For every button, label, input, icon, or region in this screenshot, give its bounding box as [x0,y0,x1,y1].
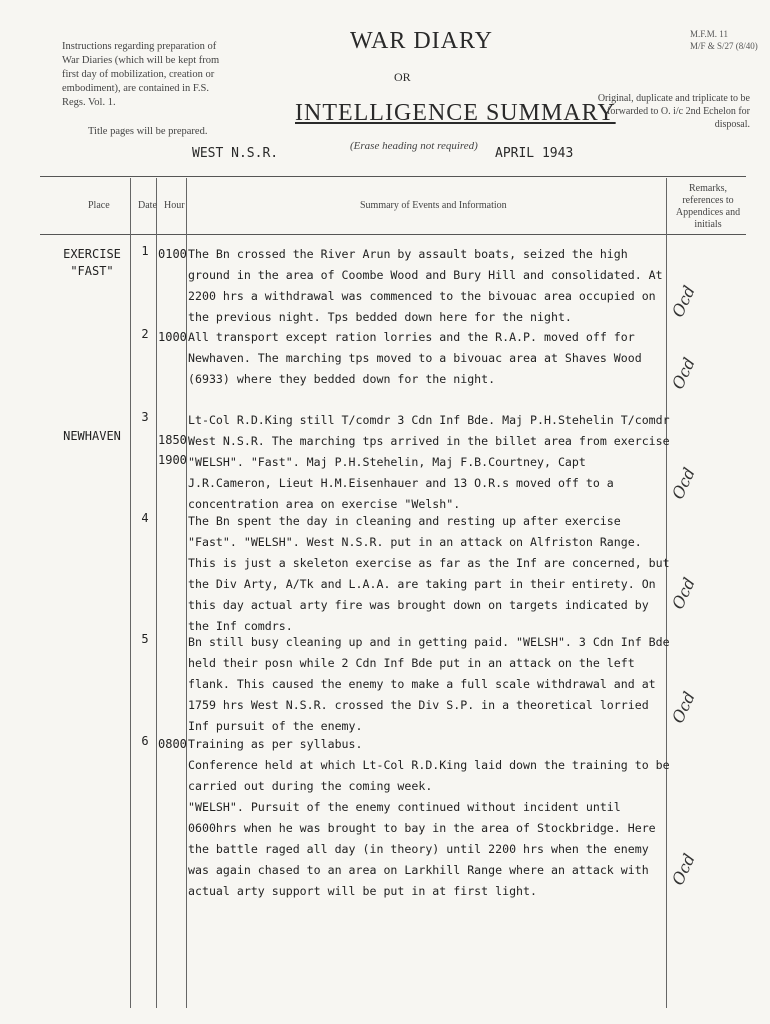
entry-place: EXERCISE "FAST" [63,247,121,278]
entry-date: 6 [141,734,149,748]
or-label: OR [394,70,411,84]
unit-name: WEST N.S.R. [192,146,279,161]
column-header-hour: Hour [164,200,185,211]
place-date-divider [130,178,131,1008]
entry-hour: 1000 [158,330,187,344]
entry-hour: 0100 [158,247,187,261]
table-top-rule [40,176,746,177]
entry-date: 5 [141,632,149,646]
intelligence-summary-title: INTELLIGENCE SUMMARY [295,100,616,126]
entry-text: Bn still busy cleaning up and in getting paid. "WELSH". 3 Cdn Inf Bde held their posn while 2 Cdn Inf Bde put in an attack on the left flank. This caused the enemy to make a full scale withdrawal and at 1759 hrs West N.S.R. crossed the Div S.P. in a theoretical lorried Inf pursuit of the enemy. [188,635,670,733]
entry-initials: Ocd [668,354,699,393]
entry-initials: Ocd [668,850,699,889]
entry-text: Training as per syllabus. Conference held at which Lt-Col R.D.King laid down the training to be carried out during the coming week. "WELSH". Pursuit of the enemy continued without incident until 0600hrs when he was brought to bay in the area of Stockbridge. Here the battle raged all day (in theory) until 2200 hrs when the enemy was again chased to an area on Larkhill Range where an attack with actual arty support will be put in at first light. [188,737,670,898]
column-header-date: Date [138,200,157,211]
entry-date: 4 [141,511,149,525]
entry-place: NEWHAVEN [63,429,121,443]
entry-date: 3 [141,410,149,424]
distribution-note: Original, duplicate and triplicate to be forwarded to O. i/c 2nd Echelon for disposal. [597,93,750,130]
entry-text: Lt-Col R.D.King still T/comdr 3 Cdn Inf Bde. Maj P.H.Stehelin T/comdr West N.S.R. The marching tps arrived in the billet area from exercise "WELSH". "Fast". Maj P.H.Stehelin, Maj F.B.Courtney, Capt J.R.Cameron, Lieut H.M.Eisenhauer and 13 O.R.s moved off to a concentration area on exercise "Welsh". [188,413,670,511]
entry-date: 2 [141,327,149,341]
form-reference [690,28,758,52]
column-header-place: Place [88,200,110,211]
entry-initials: Ocd [668,688,699,727]
date-hour-divider [156,178,157,1008]
entry-initials: Ocd [668,282,699,321]
column-header-remarks: Remarks, references to Appendices and initials [675,183,741,230]
entry-hour: 1850 1900 [158,433,187,467]
instructions-note: Instructions regarding preparation of War Diaries (which will be kept from first day of mobilization, creation or embodiment), are contained in F.S. Regs. Vol. 1. [62,41,220,108]
entry-hour: 0800 [158,737,187,751]
entry-text: All transport except ration lorries and the R.A.P. moved off for Newhaven. The marching tps moved to a bivouac area at Shaves Wood (6933) where they bedded down for the night. [188,330,642,386]
month-year: APRIL 1943 [495,146,574,161]
form-ref-line-2: M/F & S/27 (8/40) [690,41,758,51]
form-ref-line-1: M.F.M. 11 [690,29,728,39]
header-bottom-rule [40,234,746,235]
war-diary-title: WAR DIARY [350,28,494,54]
column-header-summary: Summary of Events and Information [360,200,507,211]
entry-date: 1 [141,244,149,258]
entry-initials: Ocd [668,574,699,613]
hour-summary-divider [186,178,187,1008]
entry-text: The Bn spent the day in cleaning and resting up after exercise "Fast". "WELSH". West N.S.R. put in an attack on Alfriston Range. This is just a skeleton exercise as far as the Inf are concerned, but the Div Arty, A/Tk and L.A.A. are taking part in their entirety. On this day actual arty fire was brought down on targets indicated by the Inf comdrs. [188,514,670,633]
entry-initials: Ocd [668,464,699,503]
title-pages-note: Title pages will be prepared. [88,126,208,137]
entry-text: The Bn crossed the River Arun by assault boats, seized the high ground in the area of Coombe Wood and Bury Hill and consolidated. At 2200 hrs a withdrawal was commenced to the bivouac area occupied on the previous night. Tps bedded down here for the night. [188,247,663,324]
erase-heading-note: (Erase heading not required) [350,140,478,152]
